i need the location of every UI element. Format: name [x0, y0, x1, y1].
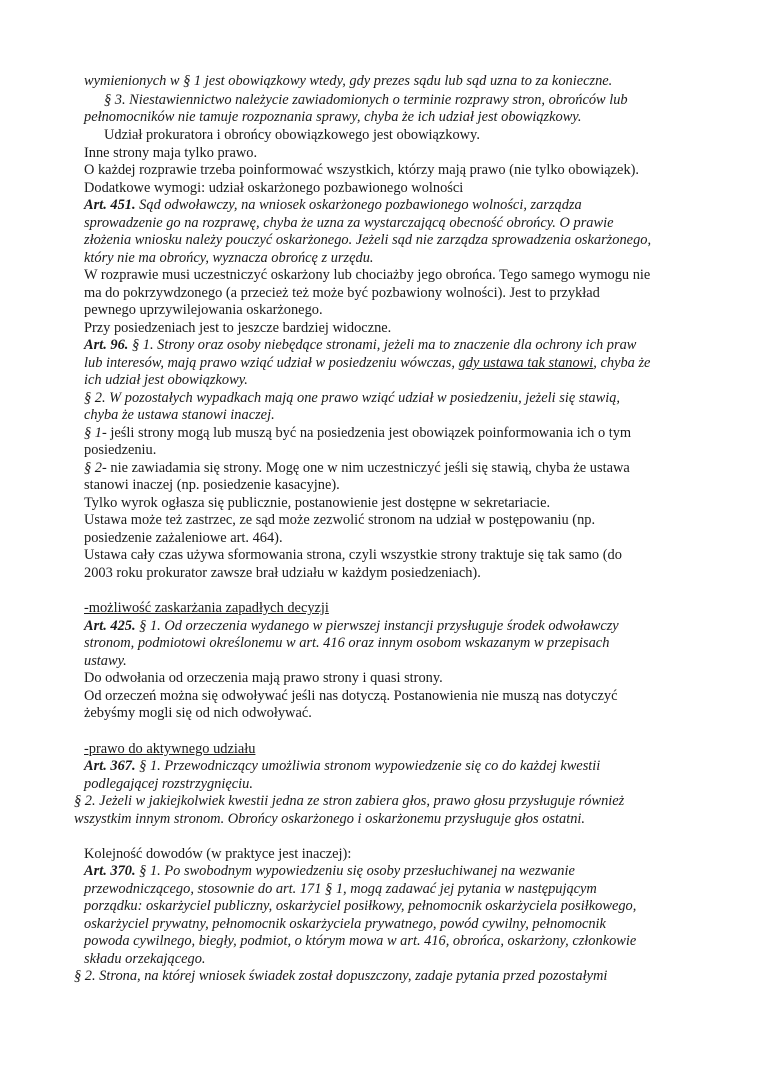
- article-number: Art. 367.: [84, 758, 136, 774]
- text-line: lub interesów, mają prawo wziąć udział w posiedzeniu wówczas, gdy ustawa tak stanowi, chyba że: [84, 355, 651, 371]
- text-line: żebyśmy mogli się od nich odwoływać.: [84, 705, 312, 721]
- article-number: Art. 425.: [84, 618, 136, 634]
- text-line: Ustawa może też zastrzec, ze sąd może zezwolić stronom na udział w postępowaniu (np.: [84, 512, 596, 528]
- text-line: podlegającej rozstrzygnięciu.: [84, 776, 253, 792]
- text-line: pełnomocników nie tamuje rozpoznania sprawy, chyba że ich udział jest obowiązkowy.: [84, 109, 582, 125]
- text-line: § 2. W pozostałych wypadkach mają one prawo wziąć udział w posiedzeniu, jeżeli się stawią,: [84, 390, 621, 406]
- text-line: Art. 425. § 1. Od orzeczenia wydanego w pierwszej instancji przysługuje środek odwoławczy: [84, 618, 619, 634]
- article-number: Art. 370.: [84, 863, 136, 879]
- text-line: 2003 roku prokurator zawsze brał udziału w każdym posiedzeniach).: [84, 565, 481, 581]
- text-line: posiedzenie zażaleniowe art. 464).: [84, 530, 283, 546]
- text-line: Inne strony maja tylko prawo.: [84, 145, 258, 161]
- text-line: składu orzekającego.: [84, 951, 206, 967]
- text-line: Art. 367. § 1. Przewodniczący umożliwia stronom wypowiedzenie się co do każdej kwestii: [84, 758, 601, 774]
- paragraph-ref: § 2: [84, 460, 102, 476]
- text-line: ich udział jest obowiązkowy.: [84, 372, 248, 388]
- text-line: który nie ma obrońcy, wyznacza obrońcę z urzędu.: [84, 250, 374, 266]
- text-line: pewnego uprzywilejowania oskarżonego.: [84, 302, 323, 318]
- article-number: Art. 96.: [84, 337, 129, 353]
- text-line: Tylko wyrok ogłasza się publicznie, postanowienie jest dostępne w sekretariacie.: [84, 495, 551, 511]
- text-line: Art. 370. § 1. Po swobodnym wypowiedzeniu się osoby przesłuchiwanej na wezwanie: [84, 863, 575, 879]
- text-line: sprowadzenie go na rozprawę, chyba że uzna za wystarczającą obecność obrońcy. O prawie: [84, 215, 614, 231]
- text-line: W rozprawie musi uczestniczyć oskarżony lub chociażby jego obrońca. Tego samego wymogu nie: [84, 267, 651, 283]
- text-line: Kolejność dowodów (w praktyce jest inaczej):: [84, 846, 352, 862]
- text-line: Udział prokuratora i obrońcy obowiązkowego jest obowiązkowy.: [104, 127, 480, 143]
- text-line: Dodatkowe wymogi: udział oskarżonego pozbawionego wolności: [84, 180, 464, 196]
- text-line: Od orzeczeń można się odwoływać jeśli nas dotyczą. Postanowienia nie muszą nas dotyczyć: [84, 688, 618, 704]
- text-line: § 1- jeśli strony mogą lub muszą być na posiedzenia jest obowiązek poinformowania ich o tym: [84, 425, 632, 441]
- article-number: Art. 451.: [84, 197, 136, 213]
- text-line: powoda cywilnego, biegły, podmiot, o którym mowa w art. 416, obrońca, oskarżony, członkowie: [84, 933, 637, 949]
- paragraph-ref: § 1: [84, 425, 102, 441]
- text-line: chyba że ustawa stanowi inaczej.: [84, 407, 275, 423]
- text-line: wymienionych w § 1 jest obowiązkowy wtedy, gdy prezes sądu lub sąd uzna to za konieczne.: [84, 73, 613, 89]
- text-line: oskarżyciel prywatny, pełnomocnik oskarżyciela prywatnego, powód cywilny, pełnomocnik: [84, 916, 606, 932]
- text-line: Do odwołania od orzeczenia mają prawo strony i quasi strony.: [84, 670, 443, 686]
- text-line: złożenia wniosku należy pouczyć oskarżonego. Jeżeli sąd nie zarządza sprowadzenia oskarżonego,: [84, 232, 652, 248]
- text-line: stronom, podmiotowi określonemu w art. 416 oraz innym osobom wskazanym w przepisach: [84, 635, 610, 651]
- text-line: stanowi inaczej (np. posiedzenie kasacyjne).: [84, 477, 340, 493]
- text-line: posiedzeniu.: [84, 442, 157, 458]
- text-line: Ustawa cały czas używa sformowania strona, czyli wszystkie strony traktuje się tak samo (do: [84, 547, 622, 563]
- text-line: § 2- nie zawiadamia się strony. Mogę one w nim uczestniczyć jeśli się stawią, chyba że ustawa: [84, 460, 630, 476]
- text-line: ma do pokrzywdzonego (a przecież też może być pozbawiony wolności). Jest to przykład: [84, 285, 600, 301]
- text-line: porządku: oskarżyciel publiczny, oskarżyciel posiłkowy, pełnomocnik oskarżyciela posiłkowego,: [84, 898, 637, 914]
- section-heading: -prawo do aktywnego udziału: [84, 741, 256, 757]
- text-line: Przy posiedzeniach jest to jeszcze bardziej widoczne.: [84, 320, 392, 336]
- underlined-phrase: gdy ustawa tak stanowi: [458, 355, 594, 371]
- text-line: § 2. Jeżeli w jakiejkolwiek kwestii jedna ze stron zabiera głos, prawo głosu przysługuje również: [74, 793, 625, 809]
- text-line: ustawy.: [84, 653, 127, 669]
- text-line: O każdej rozprawie trzeba poinformować wszystkich, którzy mają prawo (nie tylko obowiązek).: [84, 162, 640, 178]
- text-line: § 3. Niestawiennictwo należycie zawiadomionych o terminie rozprawy stron, obrońców lub: [104, 92, 628, 108]
- text-line: Art. 96. § 1. Strony oraz osoby niebędące stronami, jeżeli ma to znaczenie dla ochrony ich praw: [84, 337, 637, 353]
- text-line: Art. 451. Sąd odwoławczy, na wniosek oskarżonego pozbawionego wolności, zarządza: [84, 197, 582, 213]
- text-line: przewodniczącego, stosownie do art. 171 § 1, mogą zadawać jej pytania w następującym: [84, 881, 597, 897]
- text-line: § 2. Strona, na której wniosek świadek został dopuszczony, zadaje pytania przed pozostałymi: [74, 968, 608, 984]
- section-heading: -możliwość zaskarżania zapadłych decyzji: [84, 600, 329, 616]
- text-line: wszystkim innym stronom. Obrońcy oskarżonego i oskarżonemu przysługuje głos ostatni.: [74, 811, 585, 827]
